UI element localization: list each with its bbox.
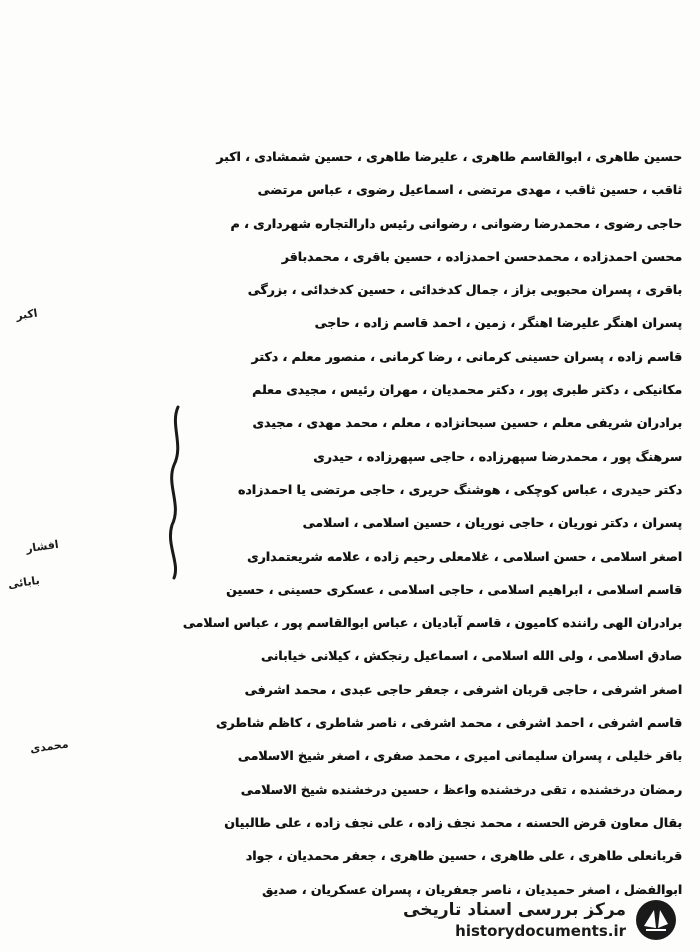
document-line: محسن احمدزاده ، محمدحسن احمدزاده ، حسین باقری ، محمدباقر xyxy=(281,248,682,264)
document-line: قاسم اسلامی ، ابراهیم اسلامی ، حاجی اسلامی ، عسکری حسینی ، حسین xyxy=(226,581,682,597)
document-line: سرهنگ پور ، محمدرضا سپهرزاده ، حاجی سپهرزاده ، حیدری xyxy=(313,448,682,464)
document-line: قاسم اشرفی ، احمد اشرفی ، محمد اشرفی ، ناصر شاطری ، کاظم شاطری xyxy=(215,715,682,731)
document-line: پسران ، دکتر نوریان ، حاجی نوریان ، حسین اسلامی ، اسلامی xyxy=(302,515,682,531)
logo-url: historydocuments.ir xyxy=(455,922,626,940)
logo-text xyxy=(403,899,626,941)
document-line: برادران شریفی معلم ، حسین سبحانزاده ، معلم ، محمد مهدی ، مجیدی xyxy=(252,415,682,431)
document-line: اصغر اشرفی ، حاجی قربان اشرفی ، جعفر حاجی عبدی ، محمد اشرفی xyxy=(244,681,682,697)
document-line: رمضان درخشنده ، تقی درخشنده واعظ ، حسین درخشنده شیخ الاسلامی xyxy=(240,781,682,797)
document-line: صادق اسلامی ، ولی الله اسلامی ، اسماعیل رنجکش ، کیلانی خیابانی xyxy=(260,648,682,664)
document-line: مکانیکی ، دکتر طبری پور ، دکتر محمدیان ، مهران رئیس ، مجیدی معلم xyxy=(252,382,682,398)
document-line: بقال معاون قرض الحسنه ، محمد نجف زاده ، علی نجف زاده ، علی طالبیان xyxy=(224,814,682,830)
document-line: قاسم زاده ، پسران حسینی کرمانی ، رضا کرمانی ، منصور معلم ، دکتر xyxy=(251,348,682,364)
document-line: ثاقب ، حسین ثاقب ، مهدی مرتضی ، اسماعیل رضوی ، عباس مرتضی xyxy=(257,182,682,198)
handwritten-stroke xyxy=(160,405,192,580)
archive-logo xyxy=(388,892,678,948)
document-line: اصغر اسلامی ، حسن اسلامی ، غلامعلی رحیم زاده ، علامه شریعتمداری xyxy=(247,548,682,564)
document-text-block xyxy=(40,140,682,906)
document-line: پسران اهنگر علیرضا اهنگر ، زمین ، احمد قاسم زاده ، حاجی xyxy=(314,315,682,331)
document-line: ابوالفضل ، اصغر حمیدیان ، ناصر جعفریان ، پسران عسکریان ، صدیق xyxy=(262,881,682,897)
document-line: حسین طاهری ، ابوالقاسم طاهری ، علیرضا طاهری ، حسین شمشادی ، اکبر xyxy=(216,149,682,164)
document-line: باقر خلیلی ، پسران سلیمانی امیری ، محمد صفری ، اصغر شیخ الاسلامی xyxy=(237,748,682,764)
document-line: دکتر حیدری ، عباس کوچکی ، هوشنگ حریری ، حاجی مرتضی یا احمدزاده xyxy=(237,481,682,497)
document-line: قربانعلی طاهری ، علی طاهری ، حسین طاهری ، جعفر محمدیان ، جواد xyxy=(245,848,682,864)
book-logo-icon xyxy=(634,898,678,942)
document-line: برادران الهی راننده کامیون ، قاسم آبادیان ، عباس ابوالقاسم پور ، عباس اسلامی xyxy=(182,615,682,631)
margin-note: بابائی xyxy=(7,573,41,592)
document-line: باقری ، پسران محبوبی بزاز ، جمال کدخدائی ، حسین کدخدائی ، بزرگی xyxy=(247,282,682,298)
margin-note: افشار xyxy=(25,537,60,556)
logo-title: مرکز بررسی اسناد تاریخی xyxy=(403,900,626,920)
margin-note: محمدی xyxy=(29,737,70,756)
margin-note: اکبر xyxy=(15,306,39,323)
document-line: حاجی رضوی ، محمدرضا رضوانی ، رضوانی رئیس دارالتجاره شهرداری ، م xyxy=(230,215,682,231)
